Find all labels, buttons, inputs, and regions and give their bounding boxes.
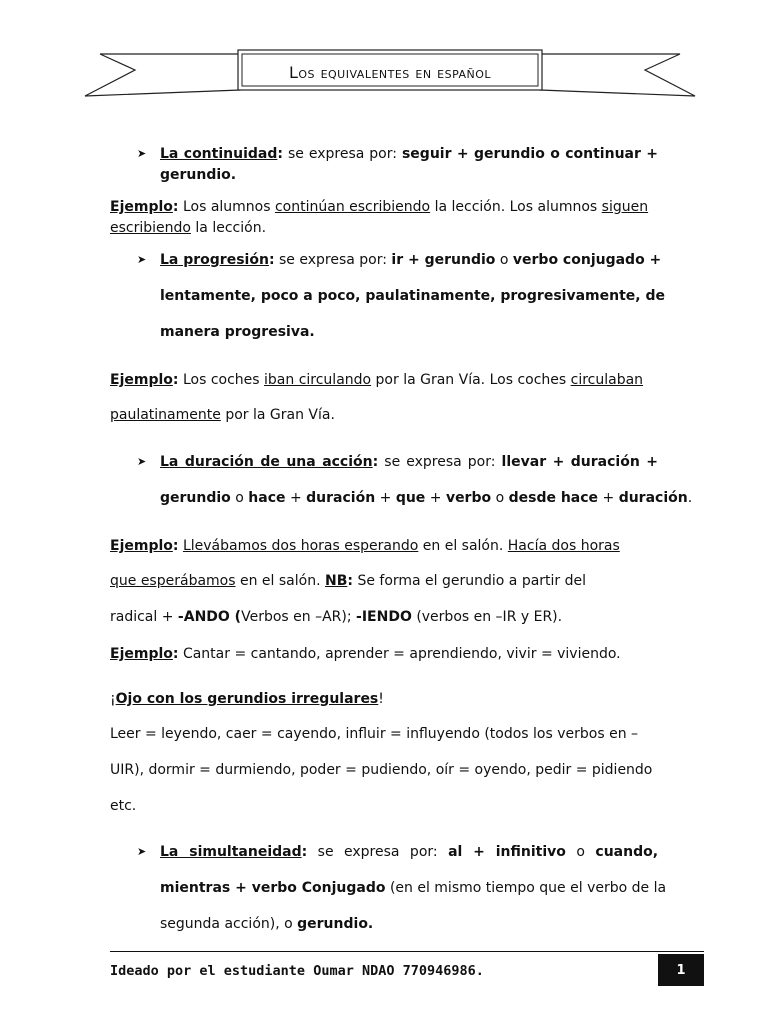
term-continuidad: La continuidad [160, 146, 278, 162]
colon: : [172, 646, 179, 662]
formula-text: cuando, [595, 844, 659, 860]
example-text: Los alumnos [182, 199, 271, 215]
suffix-ando: -ANDO ( [177, 609, 242, 625]
ejemplo2-line2 [110, 405, 335, 425]
example-text: (verbos en –IR y ER). [416, 609, 563, 625]
colon: : [301, 844, 308, 860]
duracion-line1 [160, 452, 658, 472]
formula-text: ir + gerundio [391, 252, 496, 268]
example-text: Se forma el gerundio a partir del [357, 573, 587, 589]
ejemplo-label: Ejemplo [110, 372, 173, 388]
example-text: Cantar = cantando, aprender = aprendiendo, vivir = viviendo. [182, 646, 621, 662]
plus-sign: + [379, 490, 392, 506]
simultaneidad-line1 [160, 842, 658, 862]
example-text: Verbos en –AR); [241, 609, 352, 625]
colon: : [268, 252, 275, 268]
exclamation-open: ¡ [110, 691, 116, 707]
progresion-line1 [160, 250, 662, 270]
formula-text: duración [618, 490, 688, 506]
colon: : [172, 199, 179, 215]
example-underlined: circulaban [570, 372, 644, 388]
title-banner [80, 40, 700, 108]
colon: : [172, 372, 179, 388]
formula-text: verbo [445, 490, 492, 506]
colon: : [172, 538, 179, 554]
example-text: la lección. [195, 220, 267, 236]
plus-sign: + [289, 490, 302, 506]
page-title: Los equivalentes en español [288, 62, 492, 82]
irregulares-heading [110, 689, 384, 709]
ejemplo4-line [110, 644, 621, 664]
simultaneidad-line3 [160, 914, 373, 934]
simultaneidad-line2 [160, 878, 666, 898]
arrowhead-bullet-icon: ➤ [137, 845, 147, 858]
example-underlined: que esperábamos [110, 573, 236, 589]
example-underlined: iban circulando [264, 372, 372, 388]
explanation-text: (en el mismo tiempo que el verbo de la [389, 880, 667, 896]
formula-text: llevar + duración + [501, 454, 659, 470]
exclamation-close: ! [378, 691, 384, 707]
plus-sign: + [602, 490, 615, 506]
ejemplo3-line3 [110, 607, 562, 627]
ejemplo-label: Ejemplo [110, 199, 173, 215]
example-text: por la Gran Vía. [225, 407, 335, 423]
example-underlined: Llevábamos dos horas esperando [182, 538, 419, 554]
example-text: Los coches [182, 372, 260, 388]
formula-text: gerundio [160, 490, 231, 506]
term-simultaneidad: La simultaneidad [160, 844, 302, 860]
irregulares-line1: Leer = leyendo, caer = cayendo, influir = influyendo (todos los verbos en – [110, 726, 639, 742]
irregulares-line3: etc. [110, 798, 137, 814]
arrowhead-bullet-icon: ➤ [137, 253, 147, 266]
colon: : [347, 573, 353, 589]
period: . [687, 490, 693, 506]
footer-credit: Ideado por el estudiante Oumar NDAO 770946986. [110, 963, 484, 979]
intro-text: se expresa por: [287, 146, 397, 162]
continuidad-line1 [160, 144, 658, 164]
formula-text: al + infinitivo [448, 844, 566, 860]
ejemplo2-line1 [110, 370, 643, 390]
duracion-line2 [160, 488, 692, 508]
irregulares-line2: UIR), dormir = durmiendo, poder = pudiendo, oír = oyendo, pedir = pidiendo [110, 762, 653, 778]
example-text: radical + [110, 609, 174, 625]
conjunction: o [576, 844, 585, 860]
page-number: 1 [658, 954, 704, 986]
example-underlined: paulatinamente [110, 407, 221, 423]
example-underlined: continúan escribiendo [274, 199, 431, 215]
formula-text: mientras + verbo Conjugado [160, 880, 386, 896]
conjunction: o [495, 490, 505, 506]
continuidad-line2: gerundio. [160, 167, 237, 183]
example-text: por la Gran Vía. Los coches [375, 372, 567, 388]
ejemplo-label: Ejemplo [110, 538, 173, 554]
example-underlined: escribiendo [110, 220, 191, 236]
formula-text: desde hace [508, 490, 599, 506]
example-text: la lección. Los alumnos [434, 199, 598, 215]
intro-text: se expresa por: [317, 844, 438, 860]
progresion-line2: lentamente, poco a poco, paulatinamente, progresivamente, de [160, 288, 665, 304]
ejemplo3-line2 [110, 571, 586, 591]
arrowhead-bullet-icon: ➤ [137, 147, 147, 160]
ejemplo1-line1 [110, 197, 648, 217]
arrowhead-bullet-icon: ➤ [137, 455, 147, 468]
formula-text: seguir + gerundio o continuar + [401, 146, 659, 162]
example-text: en el salón. [239, 573, 321, 589]
irregulares-title: Ojo con los gerundios irregulares [115, 691, 379, 707]
formula-text: gerundio. [297, 916, 374, 932]
plus-sign: + [429, 490, 442, 506]
intro-text: se expresa por: [384, 454, 496, 470]
term-progresion: La progresión [160, 252, 269, 268]
suffix-iendo: -IENDO [356, 609, 412, 625]
conjunction: o [235, 490, 244, 506]
example-text: en el salón. [422, 538, 504, 554]
formula-text: que [395, 490, 426, 506]
formula-text: duración [306, 490, 376, 506]
term-duracion: La duración de una acción [160, 454, 373, 470]
conjunction: o [499, 252, 509, 268]
footer-divider [110, 951, 704, 952]
nb-label: NB [324, 573, 348, 589]
colon: : [372, 454, 379, 470]
ejemplo1-line2 [110, 218, 266, 238]
ejemplo-label: Ejemplo [110, 646, 173, 662]
intro-text: se expresa por: [279, 252, 387, 268]
explanation-text: segunda acción), o [160, 916, 293, 932]
formula-text: hace [248, 490, 286, 506]
colon: : [277, 146, 283, 162]
example-underlined: Hacía dos horas [507, 538, 620, 554]
progresion-line3: manera progresiva. [160, 324, 315, 340]
formula-text: verbo conjugado + [512, 252, 662, 268]
example-underlined: siguen [601, 199, 649, 215]
ejemplo3-line1 [110, 536, 620, 556]
